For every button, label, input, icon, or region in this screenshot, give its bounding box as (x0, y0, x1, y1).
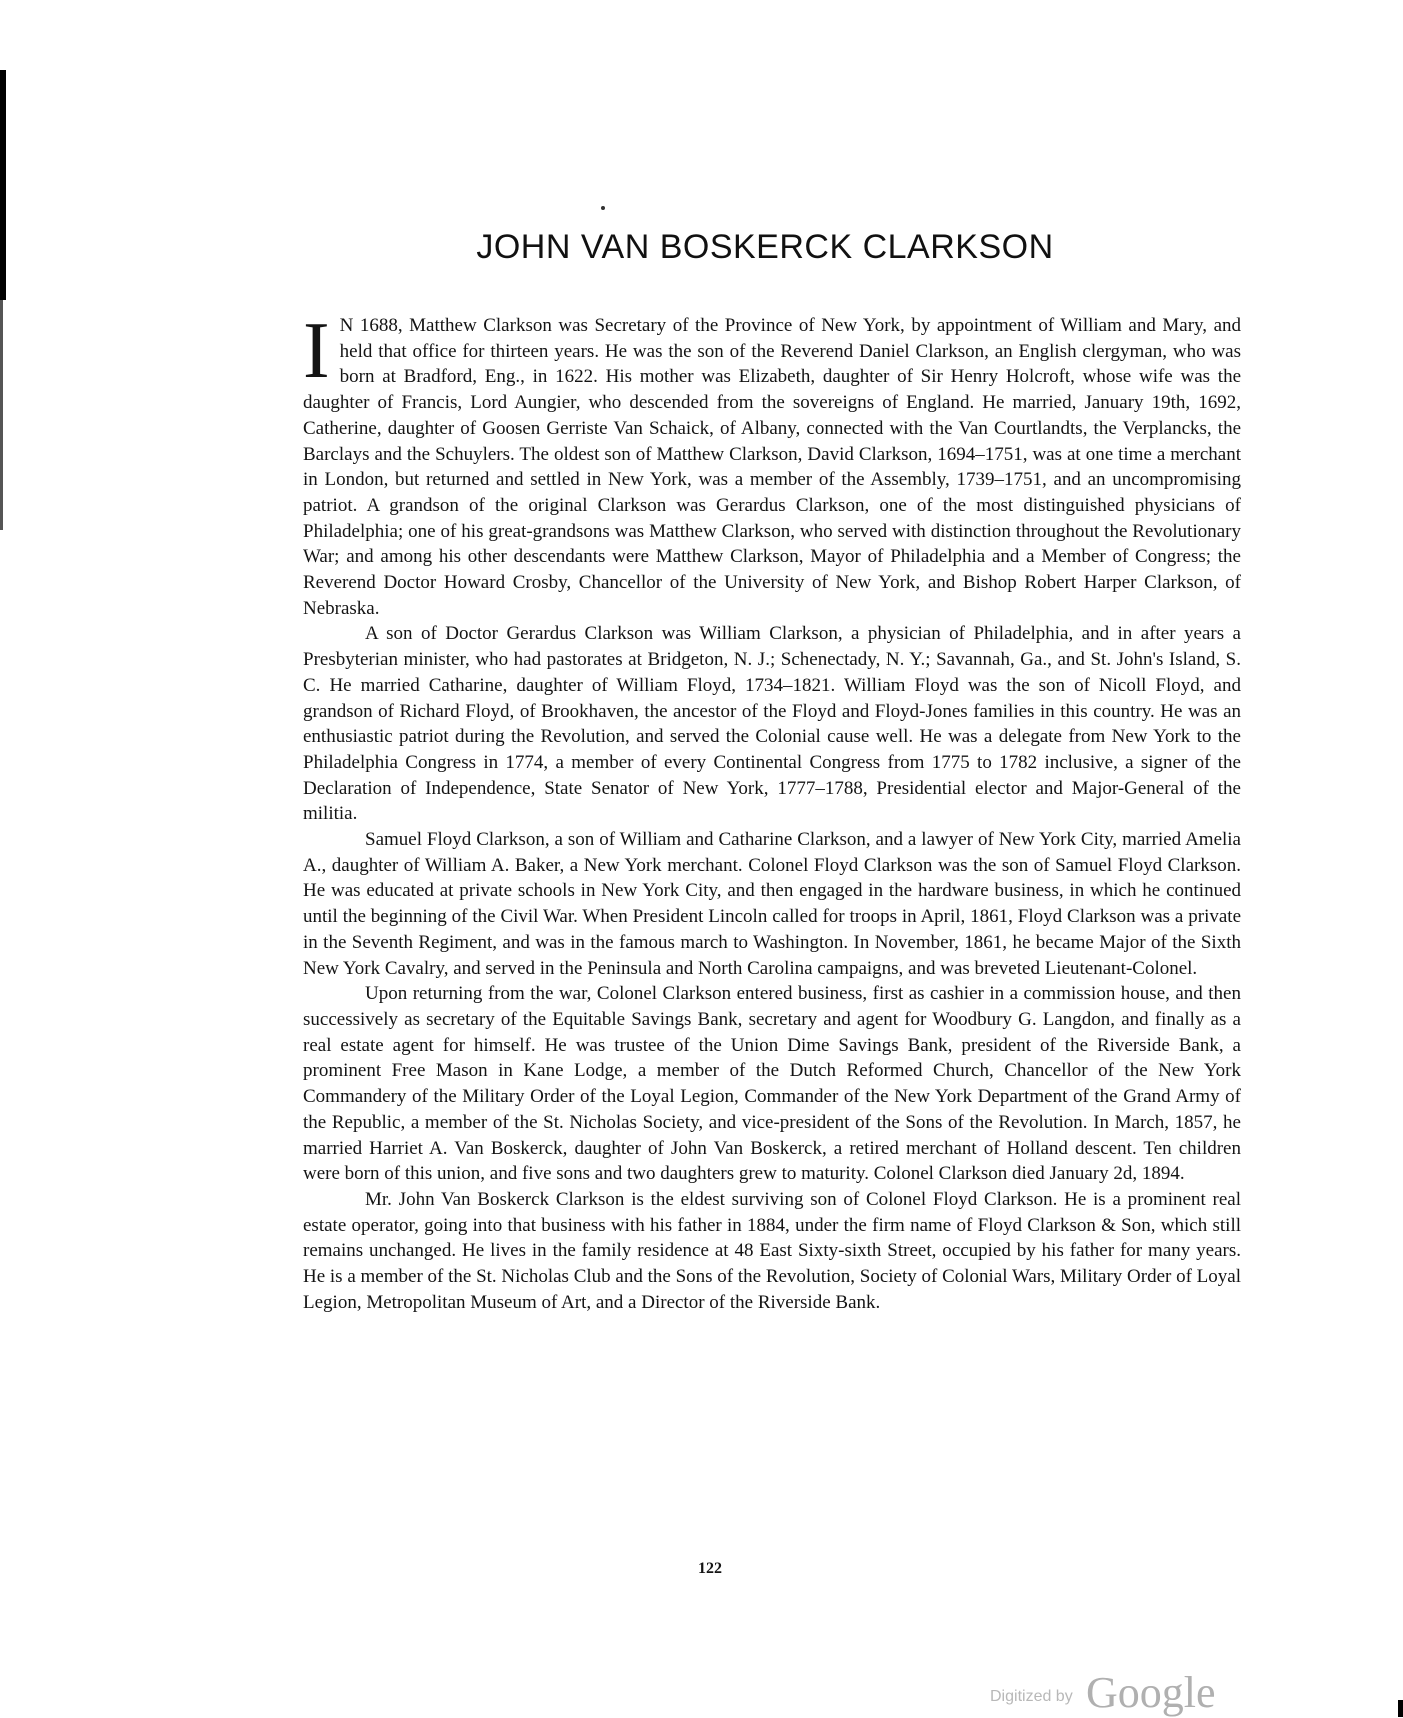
scan-edge-left (0, 70, 6, 300)
paragraph-1 (303, 307, 1241, 621)
scan-edge-left-lower (0, 300, 3, 530)
paragraph-3: Samuel Floyd Clarkson, a son of William and Catharine Clarkson, and a lawyer of New York City, married Amelia A., daughter of William A. Baker, a New York merchant. Colonel Floyd Clarkson was the son of Samuel Floyd Clarkson. He was educated at private schools in New York City, and then engaged in the hardware business, in which he continued until the beginning of the Civil War. When President Lincoln called for troops in April, 1861, Floyd Clarkson was a private in the Seventh Regiment, and was in the famous march to Washington. In November, 1861, he became Major of the Sixth New York Cavalry, and served in the Peninsula and North Carolina campaigns, and was breveted Lieutenant-Colonel. (303, 829, 1241, 979)
paragraph-4: Upon returning from the war, Colonel Clarkson entered business, first as cashier in a commission house, and then successively as secretary of the Equitable Savings Bank, secretary and agent for Woodbury G. Langdon, and finally as a real estate agent for himself. He was trustee of the Union Dime Savings Bank, president of the Riverside Bank, a prominent Free Mason in Kane Lodge, a member of the Dutch Reformed Church, Chancellor of the New York Commandery of the Military Order of the Loyal Legion, Commander of the New York Department of the Grand Army of the Republic, a member of the St. Nicholas Society, and vice-president of the Sons of the Revolution. In March, 1857, he married Harriet A. Van Boskerck, daughter of John Van Boskerck, a retired merchant of Holland descent. Ten children were born of this union, and five sons and two daughters grew to maturity. Colonel Clarkson died January 2d, 1894. (303, 983, 1241, 1185)
paragraph-2: A son of Doctor Gerardus Clarkson was William Clarkson, a physician of Philadelphia, and in after years a Presbyterian minister, who had pastorates at Bridgeton, N. J.; Schenectady, N. Y.; Savannah, Ga., and St. John's Island, S. C. He married Catharine, daughter of William Floyd, 1734–1821. William Floyd was the son of Nicoll Floyd, and grandson of Richard Floyd, of Brookhaven, the ancestor of the Floyd and Floyd-Jones families in this country. He was an enthusiastic patriot during the Revolution, and served the Colonial cause well. He was a delegate from New York to the Philadelphia Congress in 1774, a member of every Continental Congress from 1775 to 1782 inclusive, a signer of the Declaration of Independence, State Senator of New York, 1777–1788, Presidential elector and Major-General of the militia. (303, 623, 1241, 825)
page-number: 122 (698, 1560, 722, 1577)
scan-edge-right (1398, 1700, 1403, 1717)
watermark-prefix: Digitized by (990, 1688, 1073, 1705)
document-title: JOHN VAN BOSKERCK CLARKSON (476, 228, 1054, 266)
paragraph-1-text: N 1688, Matthew Clarkson was Secretary of the Province of New York, by appointment of William and Mary, and held that office for thirteen years. He was the son of the Reverend Daniel Clarkson, an English clergyman, who was born at Bradford, Eng., in 1622. His mother was Elizabeth, daughter of Sir Henry Holcroft, whose wife was the daughter of Francis, Lord Aungier, who descended from the sovereigns of England. He married, January 19th, 1692, Catherine, daughter of Goosen Gerriste Van Schaick, of Albany, connected with the Van Courtlandts, the Verplancks, the Barclays and the Schuylers. The oldest son of Matthew Clarkson, David Clarkson, 1694–1751, was at one time a merchant in London, but returned and settled in New York, was a member of the Assembly, 1739–1751, and an uncompromising patriot. A grandson of the original Clarkson was Gerardus Clarkson, one of the most distinguished physicians of Philadelphia; one of his great-grandsons was Matthew Clarkson, who served with distinction throughout the Revolutionary War; and among his other descendants were Matthew Clarkson, Mayor of Philadelphia and a Member of Congress; the Reverend Doctor Howard Crosby, Chancellor of the University of New York, and Bishop Robert Harper Clarkson, of Nebraska. (303, 315, 1241, 619)
drop-cap: I (303, 307, 330, 395)
google-logo: Google (1086, 1668, 1216, 1717)
document-body (303, 307, 1241, 1315)
paragraph-5: Mr. John Van Boskerck Clarkson is the eldest surviving son of Colonel Floyd Clarkson. He is a prominent real estate operator, going into that business with his father in 1884, under the firm name of Floyd Clarkson & Son, which still remains unchanged. He lives in the family residence at 48 East Sixty-sixth Street, occupied by his father for many years. He is a member of the St. Nicholas Club and the Sons of the Revolution, Society of Colonial Wars, Military Order of Loyal Legion, Metropolitan Museum of Art, and a Director of the Riverside Bank. (303, 1188, 1241, 1313)
print-dot (601, 206, 605, 210)
